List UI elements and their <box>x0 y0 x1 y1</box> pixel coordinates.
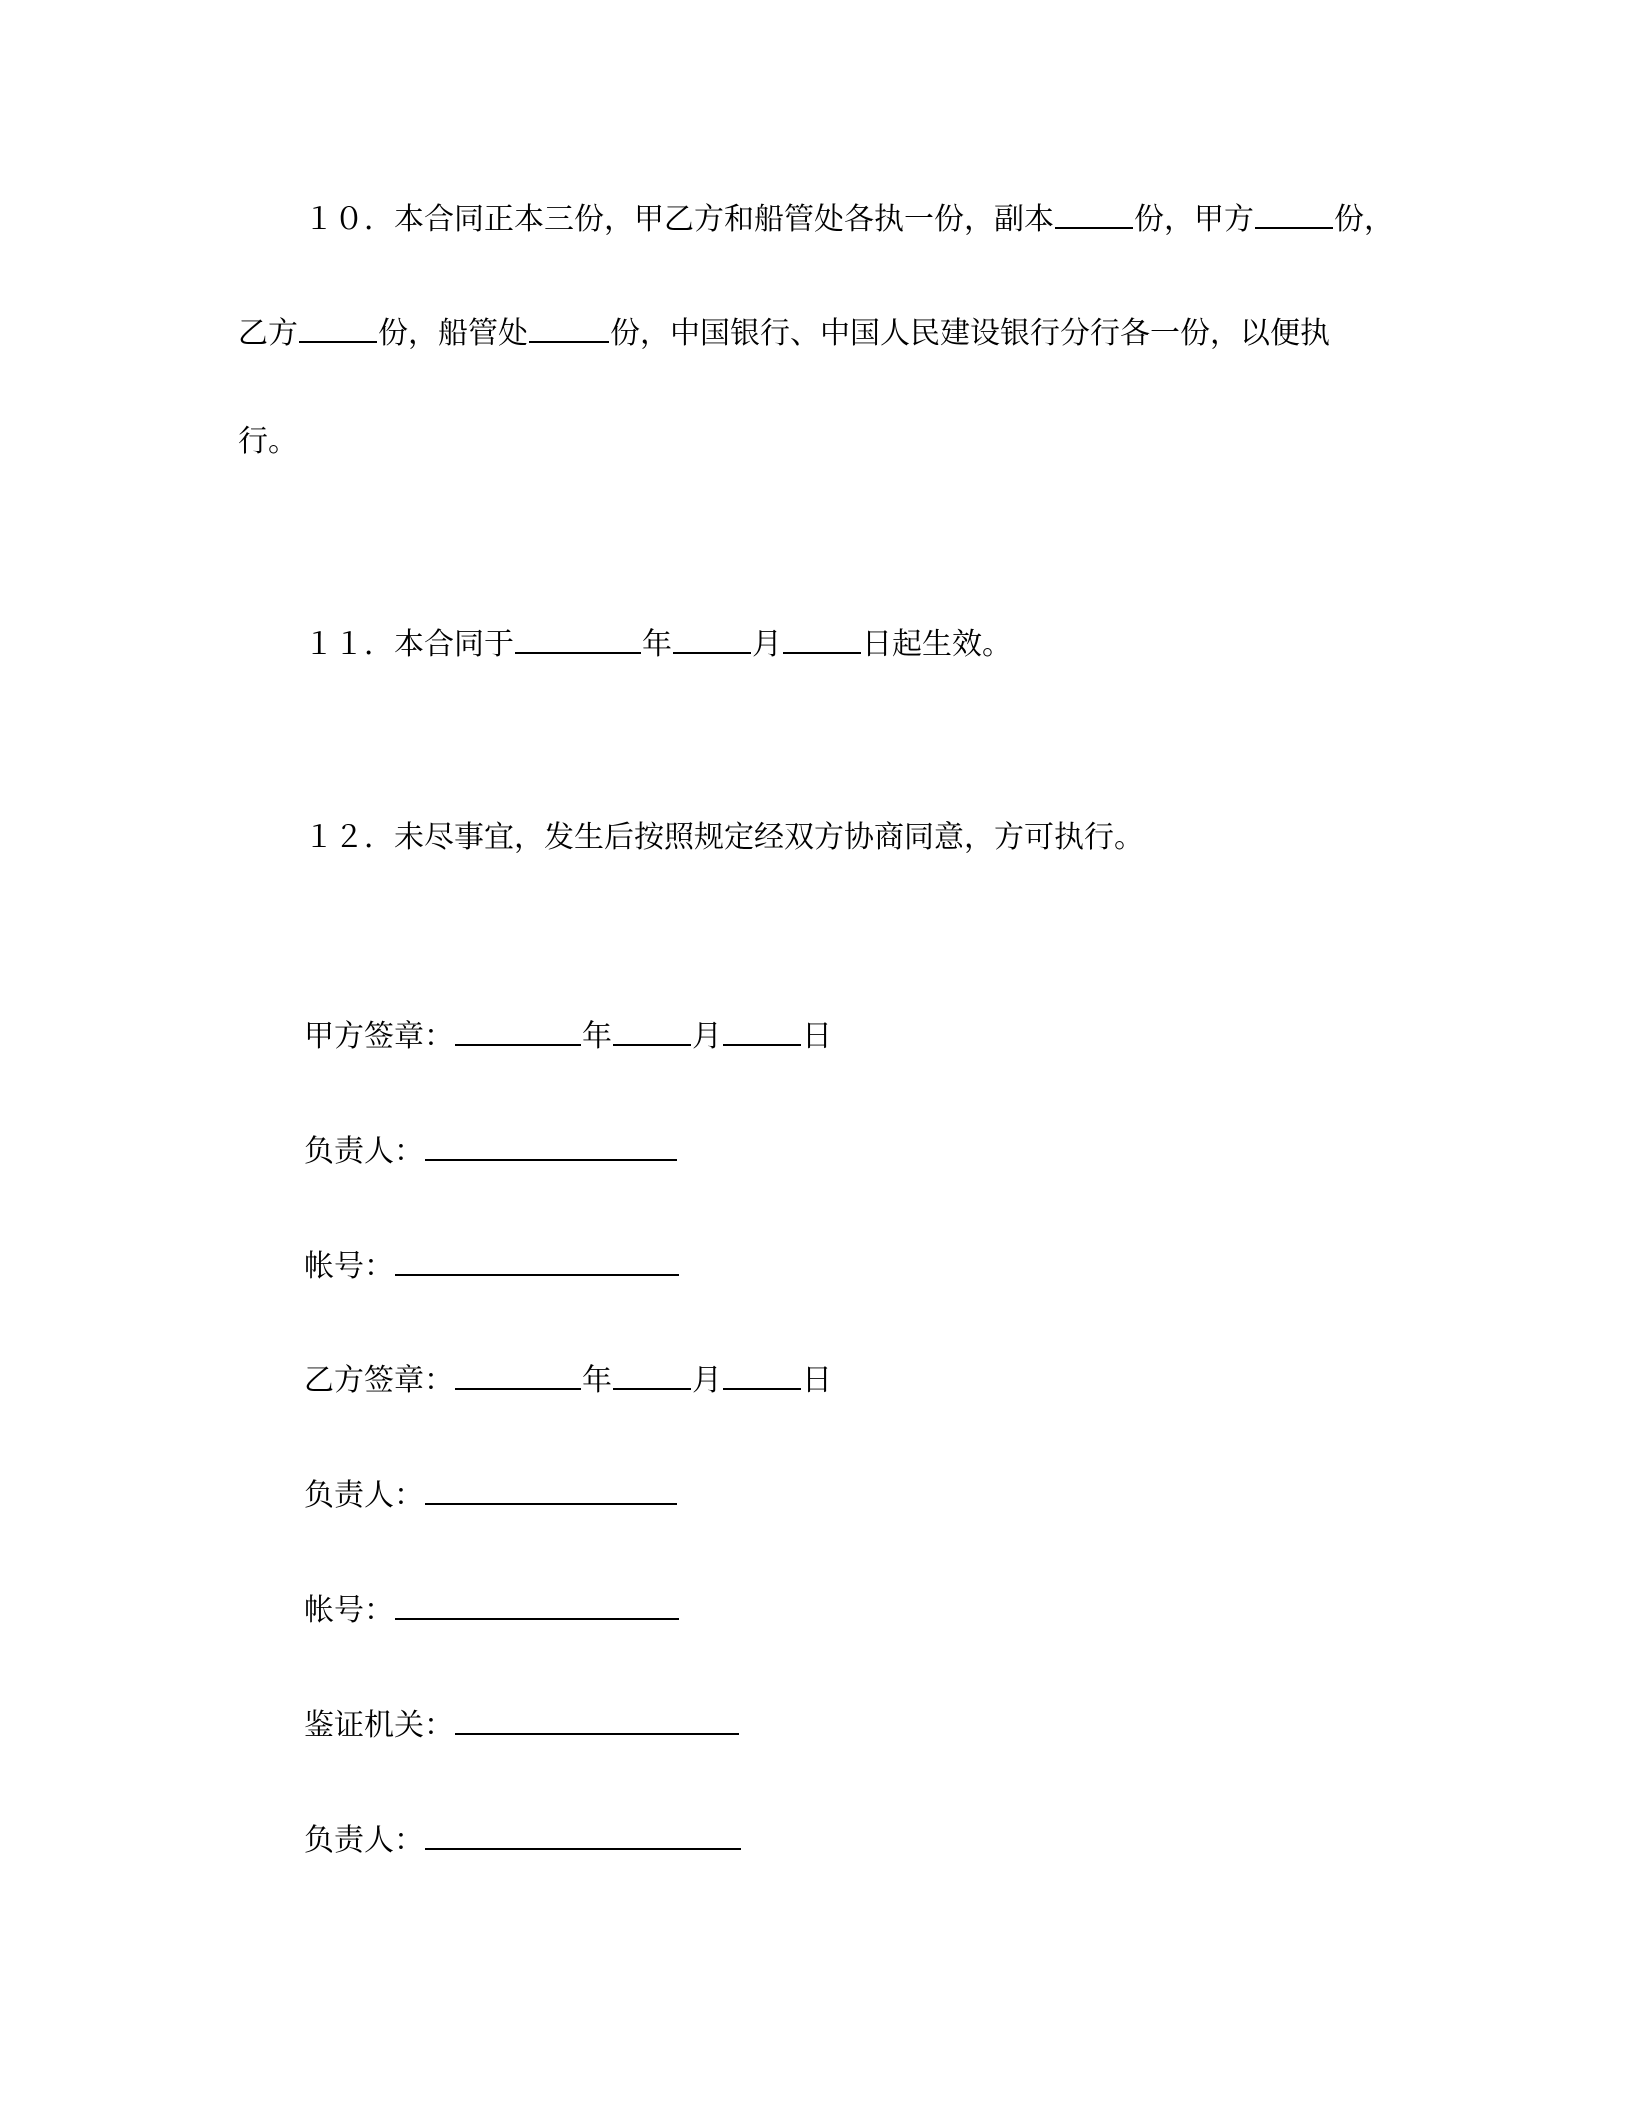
party-b-seal-row <box>304 1356 832 1396</box>
party-a-person-blank[interactable] <box>425 1127 677 1161</box>
party-a-person-row <box>304 1127 678 1167</box>
copies-blank[interactable] <box>1055 195 1133 229</box>
party-b-person-label: 负责人： <box>304 1478 424 1513</box>
clause-11 <box>304 620 1012 660</box>
effective-day-blank[interactable] <box>783 620 861 654</box>
party-a-seal-row <box>304 1012 832 1052</box>
clause-10-number: １０． <box>304 202 394 237</box>
party-a-account-label: 帐号： <box>304 1249 394 1284</box>
clause-10-text: 行。 <box>238 424 298 459</box>
party-b-account-blank[interactable] <box>395 1586 679 1620</box>
notary-person-label: 负责人： <box>304 1823 424 1858</box>
clause-10-line-1 <box>304 195 1394 235</box>
notary-office-row <box>304 1701 740 1741</box>
party-a-person-label: 负责人： <box>304 1134 424 1169</box>
clause-10-text: 份， <box>1334 202 1394 237</box>
party-b-month-blank[interactable] <box>613 1356 691 1390</box>
party-b-copies-blank[interactable] <box>299 309 377 343</box>
clause-10-text: 乙方 <box>238 316 298 351</box>
year-label: 年 <box>582 1363 612 1398</box>
party-b-account-label: 帐号： <box>304 1593 394 1628</box>
clause-10-text: 份，中国银行、中国人民建设银行分行各一份，以便执 <box>610 316 1330 351</box>
clause-12 <box>304 818 1144 858</box>
clause-10-text: 份，甲方 <box>1134 202 1254 237</box>
notary-person-row <box>304 1816 742 1856</box>
party-a-account-row <box>304 1242 680 1282</box>
year-label: 年 <box>642 627 672 662</box>
month-label: 月 <box>692 1363 722 1398</box>
day-label: 日 <box>802 1363 832 1398</box>
notary-office-blank[interactable] <box>455 1701 739 1735</box>
party-a-day-blank[interactable] <box>723 1012 801 1046</box>
party-b-account-row <box>304 1586 680 1626</box>
party-b-person-blank[interactable] <box>425 1471 677 1505</box>
party-b-year-blank[interactable] <box>455 1356 581 1390</box>
day-label: 日 <box>802 1019 832 1054</box>
clause-11-text: 本合同于 <box>394 627 514 662</box>
clause-10-line-2 <box>238 309 1330 349</box>
party-a-month-blank[interactable] <box>613 1012 691 1046</box>
month-label: 月 <box>692 1019 722 1054</box>
month-label: 月 <box>752 627 782 662</box>
party-a-account-blank[interactable] <box>395 1242 679 1276</box>
effective-year-blank[interactable] <box>515 620 641 654</box>
notary-office-label: 鉴证机关： <box>304 1708 454 1743</box>
clause-12-number: １２． <box>304 820 394 855</box>
clause-11-number: １１． <box>304 627 394 662</box>
clause-10-text: 本合同正本三份，甲乙方和船管处各执一份，副本 <box>394 202 1054 237</box>
party-b-seal-label: 乙方签章： <box>304 1363 454 1398</box>
clause-10-text: 份，船管处 <box>378 316 528 351</box>
clause-11-text: 日起生效。 <box>862 627 1012 662</box>
party-b-person-row <box>304 1471 678 1511</box>
party-a-seal-label: 甲方签章： <box>304 1019 454 1054</box>
clause-10-line-3 <box>238 422 298 462</box>
ship-office-copies-blank[interactable] <box>529 309 609 343</box>
effective-month-blank[interactable] <box>673 620 751 654</box>
party-a-copies-blank[interactable] <box>1255 195 1333 229</box>
year-label: 年 <box>582 1019 612 1054</box>
notary-person-blank[interactable] <box>425 1816 741 1850</box>
party-b-day-blank[interactable] <box>723 1356 801 1390</box>
party-a-year-blank[interactable] <box>455 1012 581 1046</box>
clause-12-text: 未尽事宜，发生后按照规定经双方协商同意，方可执行。 <box>394 820 1144 855</box>
